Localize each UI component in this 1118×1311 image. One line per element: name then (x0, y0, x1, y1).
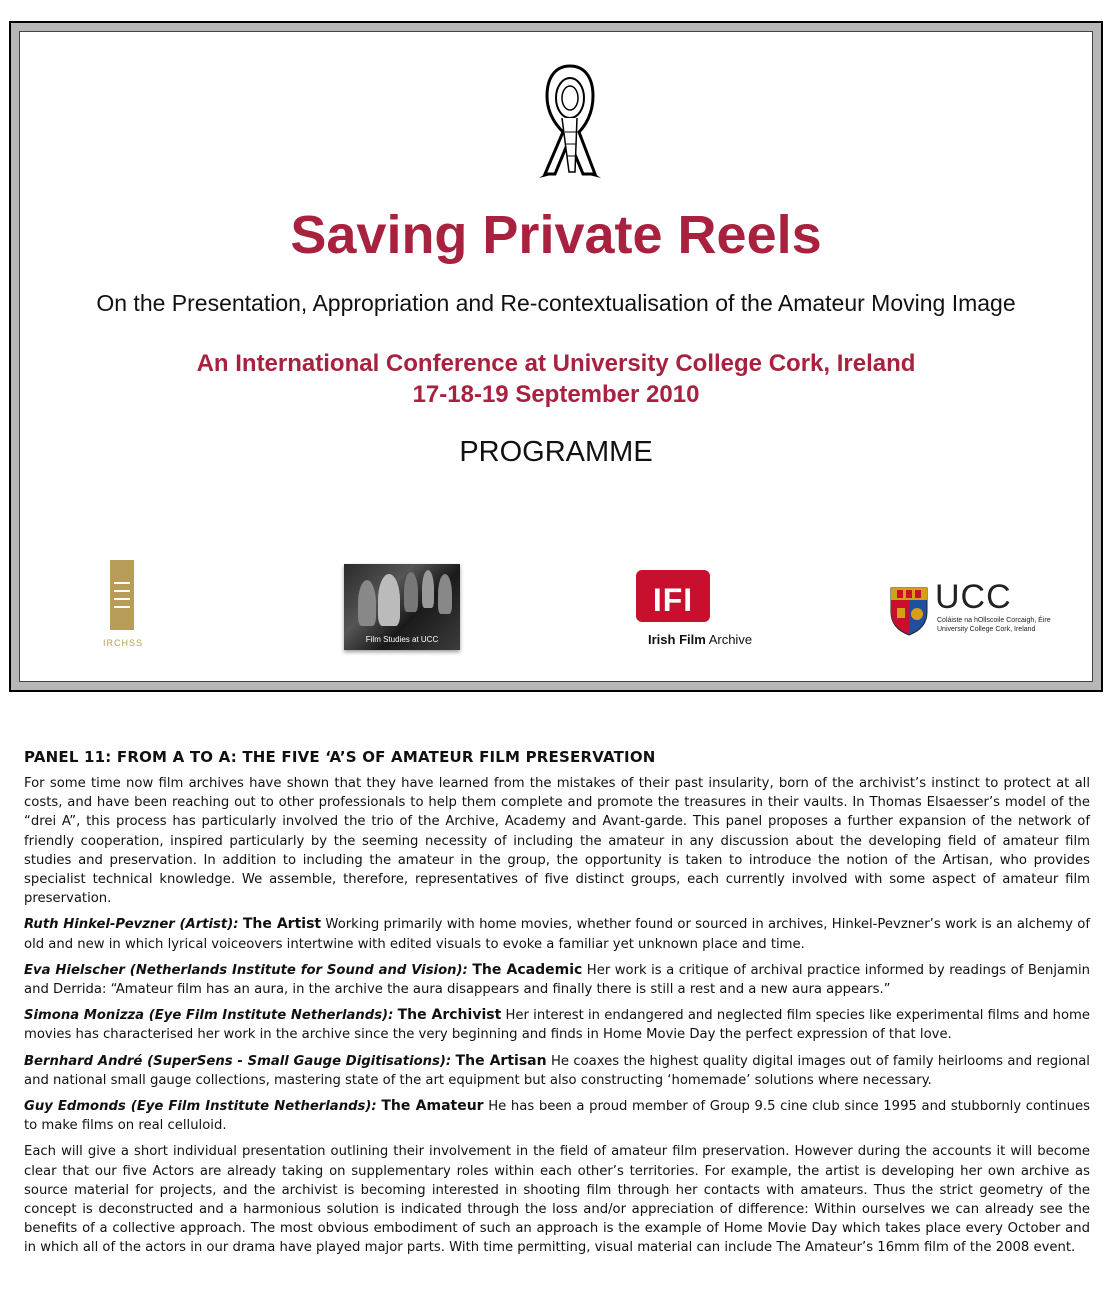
speaker-name: Simona Monizza (Eye Film Institute Netherlands): (24, 1008, 394, 1024)
conference-venue: An International Conference at University College Cork, Ireland (196, 350, 916, 377)
ifi-mark-icon: IFI (636, 570, 710, 622)
speaker-role: The Artist (242, 916, 322, 933)
conference-banner (9, 21, 1103, 692)
ucc-crest-icon (889, 584, 929, 636)
speaker-description: Working primarily with home movies, whether found or sourced in archives, Hinkel-Pevzner’s work is an alchemy of old and new in which lyrical voiceovers intertwine with edited visuals to evoke a familiar yet unknown place and time. (24, 917, 1090, 952)
speaker-name: Bernhard André (SuperSens - Small Gauge Digitisations): (24, 1053, 452, 1069)
film-studies-label: Film Studies at UCC (365, 635, 439, 644)
ifi-label-bold: Irish Film (648, 632, 706, 647)
irchss-mark-icon (110, 560, 134, 630)
speaker-name: Guy Edmonds (Eye Film Institute Netherlands): (24, 1099, 377, 1115)
speaker-role: The Academic (472, 961, 583, 978)
speaker-entry (24, 1052, 1090, 1090)
speaker-name: Eva Hielscher (Netherlands Institute for Sound and Vision): (24, 962, 468, 978)
conference-title: Saving Private Reels (290, 205, 822, 265)
conference-dates: 17-18-19 September 2010 (412, 381, 700, 408)
speaker-role: The Archivist (397, 1007, 502, 1024)
speaker-name: Ruth Hinkel-Pevzner (Artist): (24, 917, 239, 933)
speaker-role: The Amateur (381, 1098, 484, 1115)
ucc-subtitle-irish: Coláiste na hOllscoile Corcaigh, Éire (937, 617, 1051, 624)
film-studies-logo (344, 564, 460, 650)
speaker-entry (24, 1097, 1090, 1135)
panel-section (24, 748, 1090, 1265)
irchss-label: IRCHSS (102, 638, 143, 648)
ifi-label-rest: Archive (708, 632, 753, 647)
speaker-description: Her interest in endangered and neglected film species like experimental films and home movies has characterised her work in the archive since the very beginning and finds in Home Movie Day the perfect expression of that love. (24, 1008, 1091, 1043)
panel-intro: For some time now film archives have shown that they have learned from the mistakes of their past insularity, born of the archivist’s instinct to protect at all costs, and have been reaching out to other professionals to help them complete and promote the treasures in their vaults. In Thomas Elsaesser’s model of the “drei A”, this process has particularly involved the trio of the Archive, Academy and Avant-garde. This panel proposes a further expansion of the network of friendly cooperation, inspired particularly by the seeming necessity of including the amateur in any discussion about the developing field of amateur film studies and preservation. In addition to including the amateur in the group, the opportunity is taken to introduce the notion of the Artisan, who provides specialist technical knowledge. We assemble, therefore, representatives of five distinct groups, each currently involved with some aspect of amateur film preservation. (24, 776, 1090, 907)
banner-panel (19, 31, 1093, 682)
ucc-name: UCC (935, 578, 1012, 616)
panel-heading: PANEL 11: FROM A TO A: THE FIVE ‘A’S OF AMATEUR FILM PRESERVATION (24, 748, 656, 766)
panel-closing: Each will give a short individual presentation outlining their involvement in the field of amateur film preservation. However during the accounts it will become clear that our five Actors are already taking on supplementary roles within each other’s territories. For example, the artist is developing her own archive as source material for projects, and the archivist is becoming interested in shooting film through her contacts with amateurs. Thus the strict geometry of the concept is deconstructed and a harmonious solution is indicated through the loss and/or appreciation of difference: Within ourselves we can already see the benefits of a collective approach. The most obvious embodiment of such an approach is the example of Home Movie Day which takes place every October and in which all of the actors in our drama have played major parts. With time permitting, visual material can include The Amateur’s 16mm film of the 2008 event. (24, 1144, 1090, 1256)
ifi-label (648, 632, 752, 647)
speaker-description: He coaxes the highest quality digital images out of family heirlooms and regional and national small gauge collections, mastering state of the art equipment but also constructing ‘homemade’ solutions where necessary. (24, 1053, 1090, 1088)
ucc-logo (889, 578, 1059, 644)
conference-venue-dates (20, 348, 1092, 410)
irchss-logo (98, 560, 148, 652)
speaker-entry (24, 1006, 1090, 1044)
irish-film-archive-logo (636, 570, 776, 650)
conference-subtitle: On the Presentation, Appropriation and Re-contextualisation of the Amateur Moving Image (96, 290, 1016, 316)
ucc-subtitle (937, 616, 1051, 634)
speaker-entry (24, 961, 1090, 999)
ucc-subtitle-english: University College Cork, Ireland (937, 626, 1036, 633)
film-reel-logo-icon (525, 62, 615, 180)
speaker-description: Her work is a critique of archival practice informed by readings of Benjamin and Derrida: “Amateur film has an aura, in the archive the aura disappears and finally there is still a rest and a new aura appears.” (24, 962, 1090, 998)
speaker-role: The Artisan (455, 1052, 547, 1069)
programme-heading: PROGRAMME (459, 436, 653, 468)
speaker-entry (24, 915, 1090, 953)
speaker-description: He has been a proud member of Group 9.5 cine club since 1995 and stubbornly continues to make films on real celluloid. (24, 1099, 1090, 1134)
